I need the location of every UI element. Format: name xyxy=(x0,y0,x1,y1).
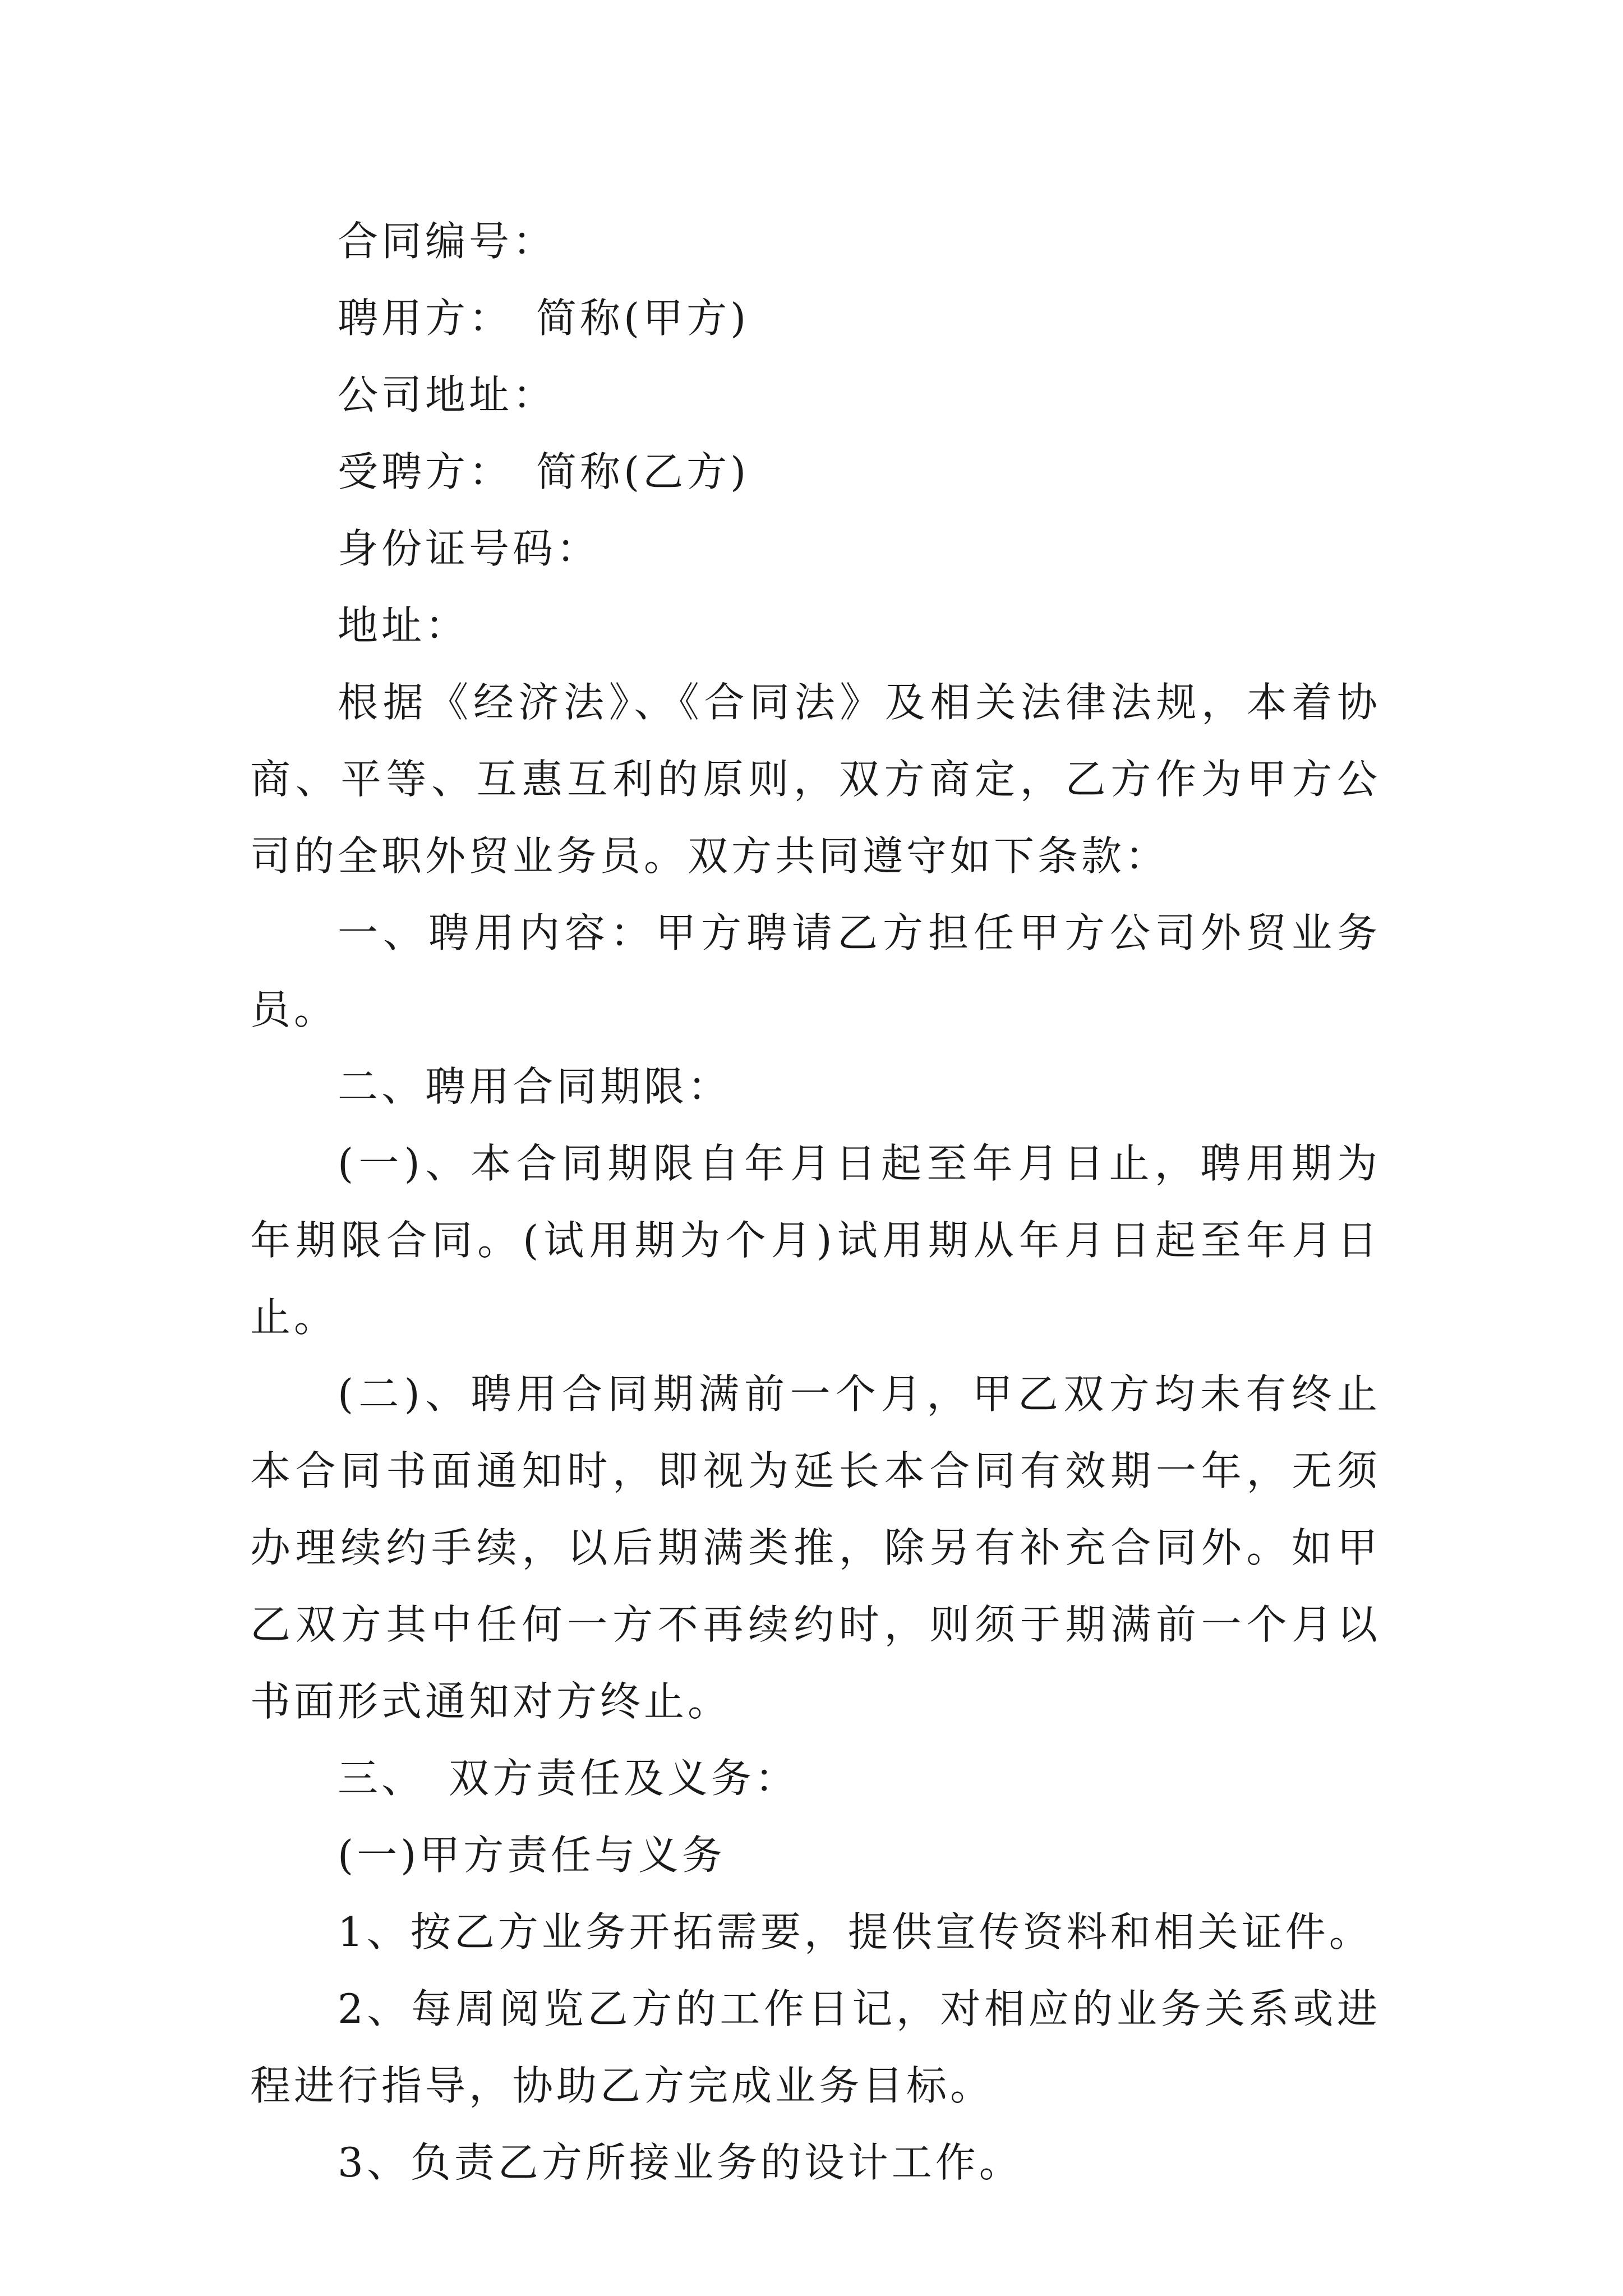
clause-3-1-item-3: 3、负责乙方所接业务的设计工作。 xyxy=(338,2139,1023,2186)
preamble-paragraph: 根据《经济法》、《合同法》及相关法律法规，本着协商、平等、互惠互利的原则，双方商定，乙方作为甲方公司的全职外贸业务员。双方共同遵守如下条款： xyxy=(250,679,1381,880)
company-address-line: 公司地址： xyxy=(338,371,557,418)
contract-body xyxy=(250,203,1381,2201)
clause-3-heading: 三、 双方责任及义务： xyxy=(338,1755,799,1802)
employee-line: 受聘方： 简称(乙方) xyxy=(338,448,750,495)
clause-3-1-item-2: 2、每周阅览乙方的工作日记，对相应的业务关系或进程进行指导，协助乙方完成业务目标。 xyxy=(250,1985,1381,2109)
employer-line: 聘用方： 简称(甲方) xyxy=(338,295,750,342)
clause-3-1-item-1: 1、按乙方业务开拓需要，提供宣传资料和相关证件。 xyxy=(338,1908,1373,1955)
clause-1-content: 一、聘用内容：甲方聘请乙方担任甲方公司外贸业务员。 xyxy=(250,909,1381,1033)
clause-2-1-paragraph: (一)、本合同期限自年月日起至年月日止，聘用期为年期限合同。(试用期为个月)试用期从年月日起至年月日止。 xyxy=(250,1140,1381,1341)
address-line: 地址： xyxy=(338,602,469,649)
clause-2-heading: 二、聘用合同期限： xyxy=(338,1063,732,1110)
id-number-line: 身份证号码： xyxy=(338,525,601,572)
contract-number-line: 合同编号： xyxy=(338,218,557,265)
clause-3-1-heading: (一)甲方责任与义务 xyxy=(338,1832,726,1879)
clause-2-2-paragraph: (二)、聘用合同期满前一个月，甲乙双方均未有终止本合同书面通知时，即视为延长本合同有效期一年，无须办理续约手续，以后期满类推，除另有补充合同外。如甲乙双方其中任何一方不再续约时，则须于期满前一个月以书面形式通知对方终止。 xyxy=(250,1370,1381,1725)
